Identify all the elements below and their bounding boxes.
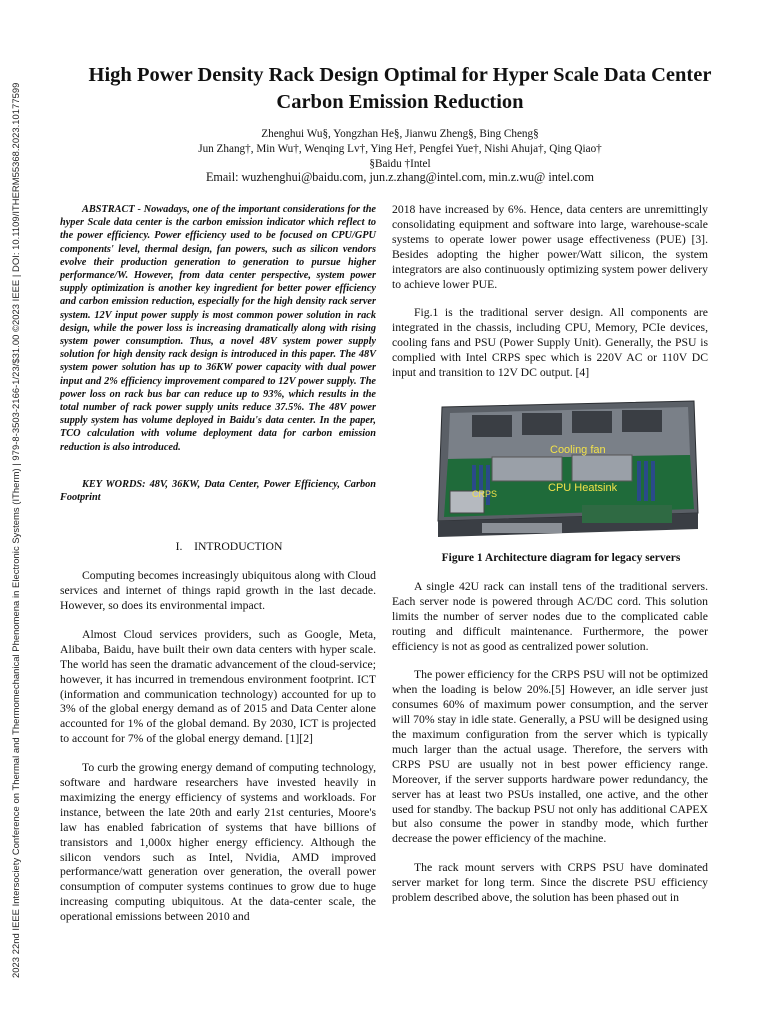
abstract-text: ABSTRACT - Nowadays, one of the important considerations for the hyper Scale data center is the carbon emission indicator which reflect to the power efficiency. Power efficiency used to be focused on CPU/GPU components' level, thermal design, fan powers, such as silicon vendors evolve their production generation to generation to pursue higher performance/W. However, from data center perspective, system power supply optimization is another key ingredient for better power efficiency and carbon emission reduction, especially for the high density rack server system. 12V input power supply is most common power solution in rack design, while the power loss is increasing dramatically along with rising system power consumption. Thus, a novel 48V system power supply solution for high density rack design is introduced in this paper. The 48V system power solution has up to 36KW power capacity with dual power input and 2% efficiency improvement compared to 12V power supply. The power loss on rack bus bar can reduce up to 93%, which results in the total number of rack power supply units reduce 37.5%. The 48V power supply system has volume deployed in Baidu's data center. In the paper, TCO calculation with volume deployment data for carbon emission reduction is also introduced. (60, 204, 376, 453)
keywords (60, 478, 376, 504)
authors-block (60, 127, 740, 172)
paragraph: A single 42U rack can install tens of the traditional servers. Each server node is powered through AC/DC cord. This solution limits the number of server nodes due to the complicated cable routing and difficult maintenance. Furthermore, the power efficiency is not as good as centralized power solution. (392, 579, 708, 653)
paragraph: The power efficiency for the CRPS PSU will not be optimized when the loading is below 20%.[5] However, an idle server just consumes 60% of maximum power consumption, and the server will 70% stay in idle state. Generally, a PSU will be designed using the maximum configuration from the server which is typically much larger than the actual usage. Therefore, the servers with CRPS PSU are usually not in best power efficiency range. Moreover, if the server supports hardware power redundancy, the server has at least two PSUs installed, one active, and the other used for standby. The backup PSU not only has additional CAPEX but also consume the power in standby mode, which further decrease the power efficiency of the machine. (392, 668, 708, 846)
crps-label: CRPS (472, 488, 498, 499)
email-line: Email: wuzhenghui@baidu.com, jun.z.zhang@intel.com, min.z.wu@ intel.com (205, 170, 595, 184)
paper-title: High Power Density Rack Design Optimal for Hyper Scale Data Center Carbon Emission Reduction (88, 64, 712, 113)
paragraph: To curb the growing energy demand of computing technology, software and hardware researchers have invested heavily in maximizing the energy efficiency of systems and workloads. For instance, between the late 20th and early 21st centuries, Moore's law has enabled fabrication of systems that have billions of transistors and 1,000x higher energy efficiency. Although the silicon vendors such as Intel, Nvidia, AMD improved performance/watt generation over generation, the overall power consumption of computer systems continues to grow due to huge increasing computing ubiquitous. At the data-center scale, the operational emissions between 2010 and (60, 761, 376, 924)
cpu-heatsink-label: CPU Heatsink (548, 481, 618, 494)
paragraph: Fig.1 is the traditional server design. All components are integrated in the chassis, including CPU, Memory, PCIe devices, cooling fans and PSU (Power Supply Unit). Generally, the PSU is complied with Intel CRPS spec which is 220V AC or 110V DC input and transition to 12V DC output. [4] (392, 306, 708, 380)
affiliations: §Baidu †Intel (369, 158, 431, 170)
keywords-text: KEY WORDS: 48V, 36KW, Data Center, Power Efficiency, Carbon Footprint (60, 478, 376, 504)
abstract (60, 203, 376, 454)
left-column (60, 203, 376, 939)
right-column (392, 203, 708, 920)
paragraph: Almost Cloud services providers, such as Google, Meta, Alibaba, Baidu, have built their own data centers with hyper scale. The world has seen the dramatic advancement of the cloud-service; however, it has incurred in tremendous environment footprint. ICT (information and communication technology) accounted for up to 3% of the global energy demand as of 2015 and Data Center alone accounted for 1% of the global demand. By 2030, ICT is projected to account for 7% of the global energy demand. [1][2] (60, 627, 376, 746)
server-photo (432, 395, 702, 545)
authors-line-2: Jun Zhang†, Min Wu†, Wenqing Lv†, Ying He†, Pengfei Yue†, Nishi Ahuja†, Qing Qiao† (198, 143, 602, 155)
authors-line-1: Zhenghui Wu§, Yongzhan He§, Jianwu Zheng§, Bing Cheng§ (261, 128, 539, 140)
section-heading: I. INTRODUCTION (175, 540, 283, 554)
paragraph: 2018 have increased by 6%. Hence, data centers are unremittingly consolidating equipment and software into large, warehouse-scale systems to operate lower power usage effectiveness (PUE) [3]. Besides adopting the higher power/Watt silicon, the system integrators are also continuously optimizing system power delivery to achieve lower PUE. (392, 203, 708, 291)
paragraph: Computing becomes increasingly ubiquitous along with Cloud services and internet of things rapid growth in the last decade. However, so does its environmental impact. (60, 569, 376, 612)
server-figure (432, 395, 702, 545)
doi-sidebar (10, 60, 24, 980)
paragraph: The rack mount servers with CRPS PSU have dominated server market for long term. Since the discrete PSU efficiency problem described above, the solution has been phased out in (392, 861, 708, 905)
cooling-fan-label: Cooling fan (550, 443, 606, 456)
figure-caption: Figure 1 Architecture diagram for legacy servers (441, 551, 681, 564)
doi-text: 2023 22nd IEEE Intersociety Conference on Thermal and Thermomechanical Phenomena in Electronic Systems (ITherm) | 979-8-3503-2166-1/23/$31.00 ©2023 IEEE | DOI: 10.1109/ITHERM55368.2023.10177599 (10, 82, 21, 978)
